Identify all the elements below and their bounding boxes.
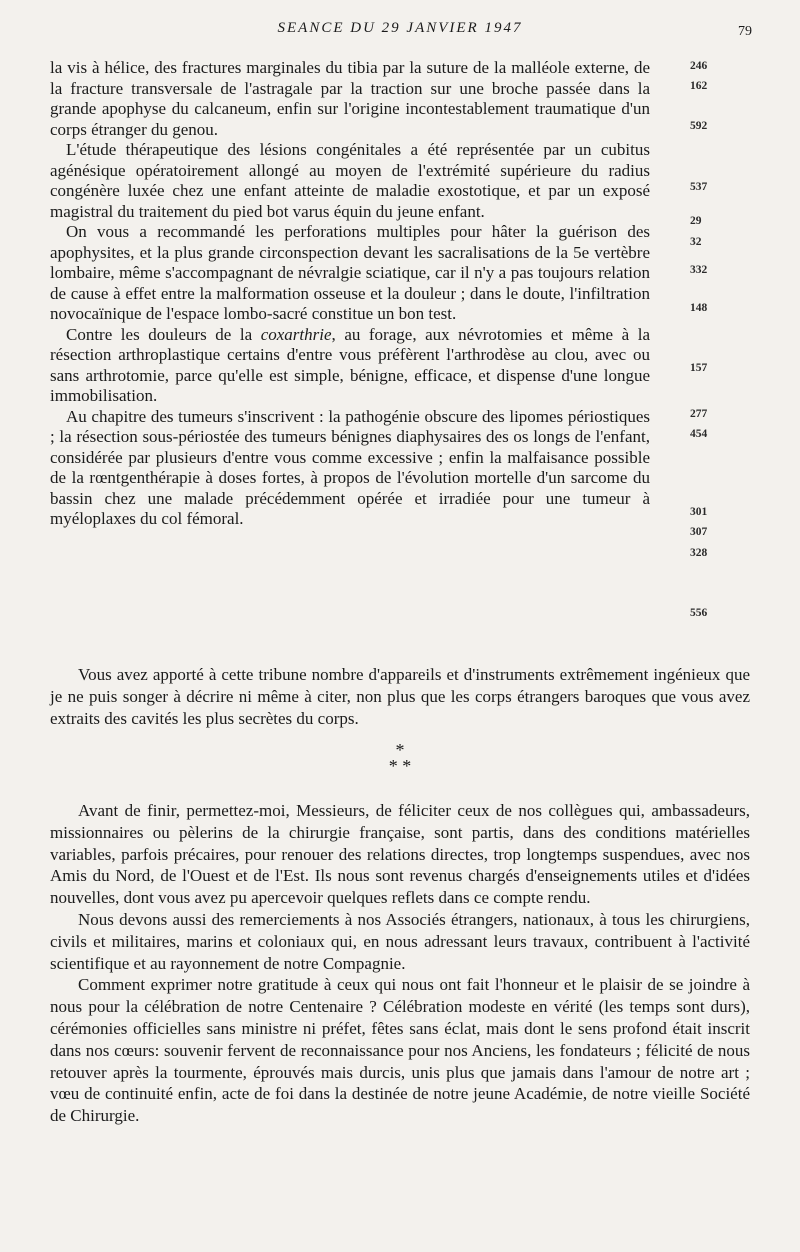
paragraph-congenital-lesions: L'étude thérapeutique des lésions congénitales a été représentée par un cubitus agénésique opératoirement allongé au moyen de l'extrémité supérieure du radius congénère luxée chez une enfant atteinte de maladie exostotique, et par un exposé magistral du traitement du pied bot varus équin du jeune enfant. <box>50 140 650 221</box>
paragraph-congratulations: Avant de finir, permettez-moi, Messieurs, de féliciter ceux de nos collègues qui, ambassadeurs, missionnaires ou pèlerins de la chirurgie française, sont partis, dans des conditions matérielles variables, parfois précaires, pour renouer des relations directes, trop longtemps suspendues, avec nos Amis du Nord, de l'Ouest et de l'Est. Ils nous sont revenus chargés d'enseignements utiles et d'idées nouvelles, dont vous avez pu apercevoir quelques reflets dans ce compte rendu. <box>50 801 750 908</box>
paragraph-thanks: Nous devons aussi des remerciements à nos Associés étrangers, nationaux, à tous les chirurgiens, civils et militaires, marins et coloniaux qui, en nous adressant leurs travaux, contribuent à l'activité scientifique et au rayonnement de notre Compagnie. <box>50 909 750 973</box>
running-title: SEANCE DU 29 JANVIER 1947 <box>277 20 523 36</box>
margin-ref: 162 <box>690 80 708 92</box>
margin-ref: 454 <box>690 428 708 440</box>
margin-ref: 328 <box>690 547 708 559</box>
asterism-bottom: * * <box>388 756 412 776</box>
text-block-case-summaries <box>50 58 650 530</box>
asterism-top: * <box>395 740 405 760</box>
margin-ref: 556 <box>690 607 708 619</box>
paragraph-coxarthrie-end: , au forage, aux névrotomies et même à la résection arthroplastique certains d'entre vous préfèrent l'arthrodèse au clou, avec ou sans arthrotomie, parce qu'elle est simple, bénigne, efficace, et dispense d'une longue immobilisation. <box>50 324 650 405</box>
margin-ref: 148 <box>690 302 708 314</box>
margin-ref: 537 <box>690 181 708 193</box>
margin-ref: 301 <box>690 506 708 518</box>
page-header <box>0 20 800 46</box>
paragraph-tumors: Au chapitre des tumeurs s'inscrivent : la pathogénie obscure des lipomes périostiques ; la résection sous-périostée des tumeurs bénignes diaphysaires des os longs de l'enfant, considérée par plusieurs d'entre vous comme excessive ; enfin la malfaisance possible de la rœntgenthérapie à doses fortes, à propos de l'évolution mortelle d'un sarcome du bassin chez une malade précédemment opérée et irradiée pour une tumeur à myéloplaxes du col fémoral. <box>50 406 650 528</box>
page-number: 79 <box>738 24 752 39</box>
coxarthrie-term: coxarthrie <box>260 324 332 344</box>
paragraph-gratitude: Comment exprimer notre gratitude à ceux qui nous ont fait l'honneur et le plaisir de se joindre à nous pour la célébration de notre Centenaire ? Célébration modeste en vérité (les temps sont durs), cérémonies officielles sans ministre ni préfet, fêtes sans éclat, mais dont le sens profond était inscrit dans nos cœurs: souvenir fervent de reconnaissance pour nos Anciens, les fondateurs ; félicité de nous retouver après la tourmente, éprouvés mais durcis, unis plus que jamais dans l'amour de notre art ; vœu de continuité enfin, acte de foi dans la destinée de notre jeune Académie, de notre vieille Société de Chirurgie. <box>50 975 750 1126</box>
paragraph-instruments: Vous avez apporté à cette tribune nombre d'appareils et d'instruments extrêmement ingénieux que je ne puis songer à décrire ni même à citer, non plus que les corps étrangers baroques que vous avez extraits des cavités les plus secrètes du corps. <box>50 665 750 728</box>
text-block-instruments <box>50 664 750 729</box>
margin-ref: 32 <box>690 236 702 248</box>
paragraph-coxarthrie-start: Contre les douleurs de la <box>66 324 261 344</box>
paragraph-coxarthrie <box>50 325 650 407</box>
paragraph-fractures: la vis à hélice, des fractures marginales du tibia par la suture de la malléole externe, de la fracture transversale de l'astragale par la traction sur une broche passée dans la grande apophyse du calcaneum, enfin sur l'origine incontestablement traumatique d'un corps étranger du genou. <box>50 58 650 139</box>
margin-ref: 157 <box>690 362 708 374</box>
margin-ref: 307 <box>690 526 708 538</box>
asterism-divider <box>0 742 800 774</box>
margin-ref: 332 <box>690 264 708 276</box>
margin-ref: 277 <box>690 408 708 420</box>
margin-ref: 29 <box>690 215 702 227</box>
margin-ref: 246 <box>690 60 708 72</box>
text-block-closing <box>50 800 750 1127</box>
paragraph-perforations: On vous a recommandé les perforations multiples pour hâter la guérison des apophysites, et la plus grande circonspection devant les sacralisations de la 5e vertèbre lombaire, même s'accompagnant de névralgie sciatique, car il n'y a pas toujours relation de cause à effet entre la malformation osseuse et la douleur ; dans le doute, l'infiltration novocaïnique de l'espace lombo-sacré constitue un bon test. <box>50 222 650 323</box>
margin-ref: 592 <box>690 120 708 132</box>
